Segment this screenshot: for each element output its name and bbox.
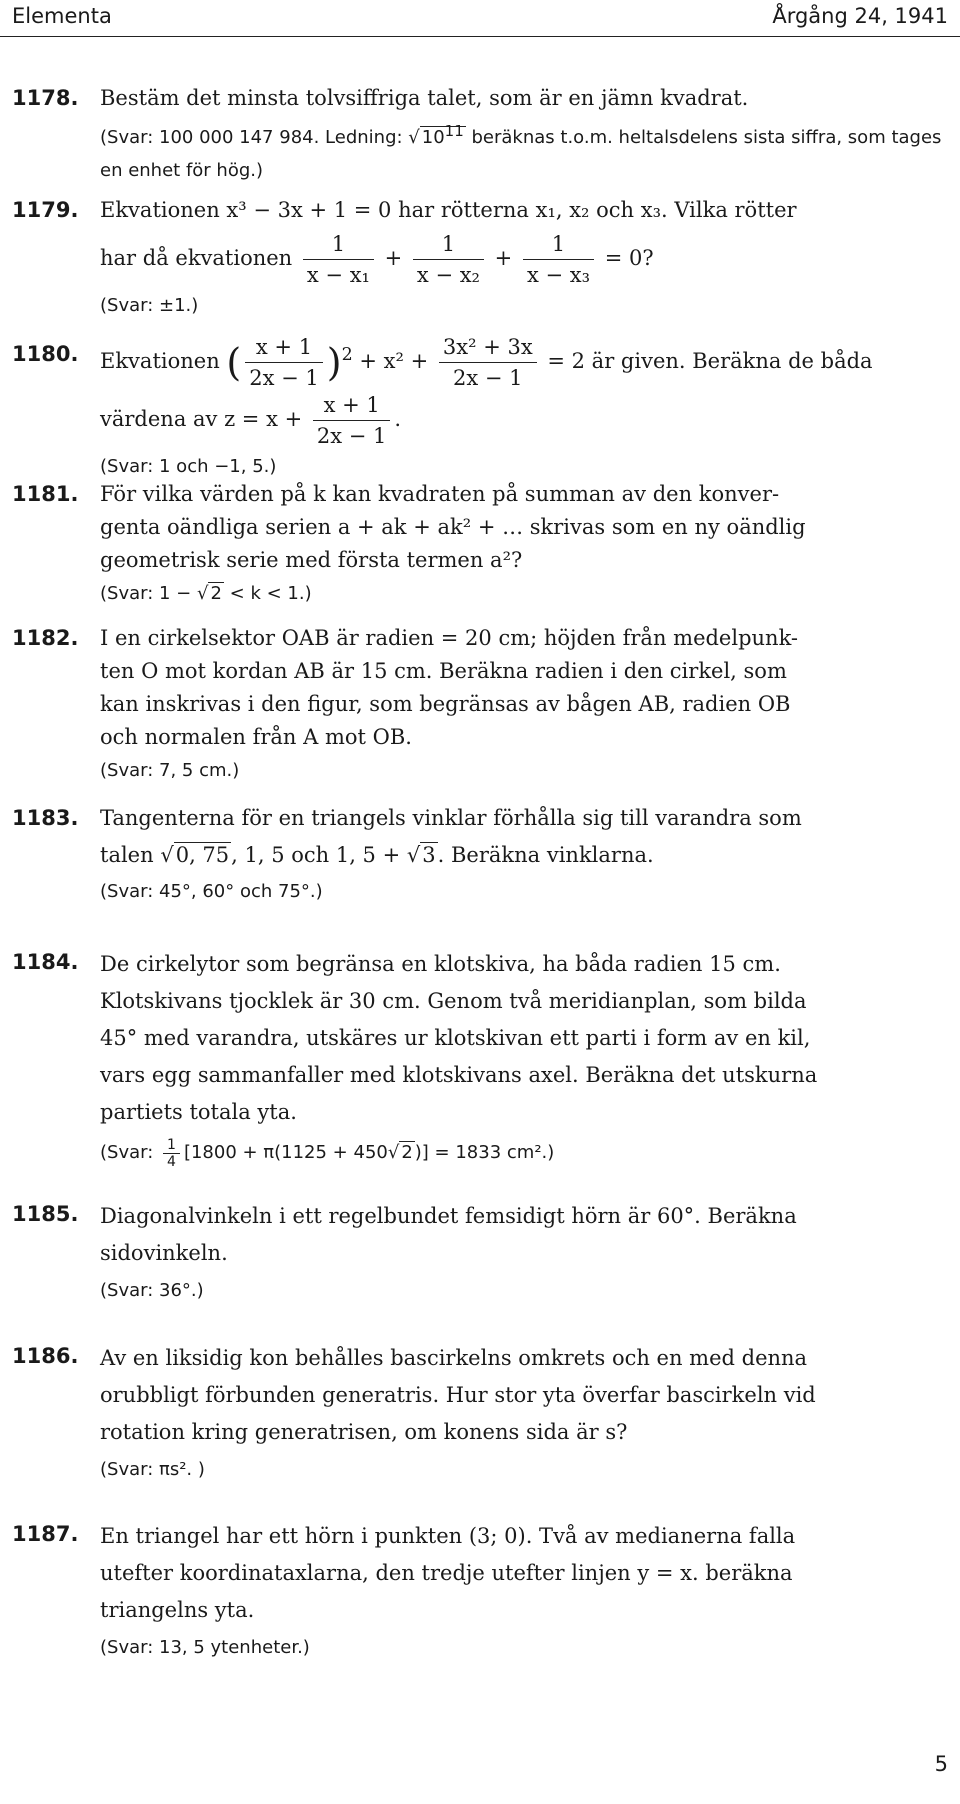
answer: (Svar: 13, 5 ytenheter.) — [100, 1637, 310, 1658]
problem-1180 — [12, 322, 948, 483]
answer: (Svar: 100 000 147 984. Ledning: √ $10^{11}$ beräknas t.o.m. heltalsdelens sista siffra, som tages en enhet för hög.) — [100, 122, 942, 181]
equation: Ekvationen ( $\frac{x + 1}{2x - 1}$ )$^2$ + x² + $\frac{\text{3x² + 3x}}{2x - 1}$ = 2 är given. Beräkna de båda — [100, 322, 948, 388]
problem-number: 1183. — [12, 806, 79, 830]
problem-number: 1187. — [12, 1522, 79, 1546]
fraction: $\frac{1}{\text{x − x₁}}$ — [303, 229, 374, 290]
answer: (Svar: ±1.) — [100, 295, 199, 316]
answer: (Svar: 1 − √ 2 < k < 1.) — [100, 583, 312, 604]
answer: (Svar: 36°.) — [100, 1280, 204, 1301]
equation: har då ekvationen $\frac{1}{\text{x − x₁}}$ + $\frac{1}{\text{x − x₂}}$ + $\frac{1}{\text{x − x₃}}$ = 0? — [100, 227, 948, 289]
equation: värdena av z = x + $\frac{x + 1}{2x - 1}$ . — [100, 388, 948, 450]
fraction: $\frac{1}{\text{x − x₃}}$ — [523, 229, 594, 290]
problem-1181: 1181. För vilka värden på k kan kvadraten på summan av den konver- genta oändliga serien a + ak + ak² + … skrivas som en ny oändlig geometrisk serie med första termen a²? (Svar: 1 − √ 2 < k < 1.) — [12, 478, 948, 610]
problem-number: 1180. — [12, 342, 79, 366]
problem-number: 1179. — [12, 198, 79, 222]
answer: (Svar: 45°, 60° och 75°.) — [100, 881, 323, 902]
problem-1187: 1187. En triangel har ett hörn i punkten (3; 0). Två av medianerna falla utefter koordinataxlarna, den tredje utefter linjen y = x. beräkna triangelns yta. (Svar: 13, 5 ytenheter.) — [12, 1518, 948, 1666]
journal-name: Elementa — [12, 4, 112, 28]
volume-info: Årgång 24, 1941 — [772, 4, 948, 28]
problem-number: 1184. — [12, 950, 79, 974]
fraction: $\frac{x + 1}{2x - 1}$ — [313, 390, 391, 451]
problem-number: 1185. — [12, 1202, 79, 1226]
problem-text: Bestäm det minsta tolvsiffriga talet, som är en jämn kvadrat. — [100, 86, 749, 110]
fraction: $\frac{1}{\text{x − x₂}}$ — [413, 229, 484, 290]
answer: (Svar: πs². ) — [100, 1459, 205, 1480]
problem-1183: 1183. Tangenterna för en triangels vinklar förhålla sig till varandra som talen √0, 75, 1, 5 och 1, 5 + √3. Beräkna vinklarna. (Svar: 45°, 60° och 75°.) — [12, 802, 948, 908]
fraction: $\frac{\text{3x² + 3x}}{2x - 1}$ — [439, 332, 537, 393]
problem-1178 — [12, 82, 948, 187]
problem-number: 1178. — [12, 86, 79, 110]
answer: (Svar: 7, 5 cm.) — [100, 760, 240, 781]
header-rule — [0, 36, 960, 37]
problem-1184: 1184. De cirkelytor som begränsa en klotskiva, ha båda radien 15 cm. Klotskivans tjocklek är 30 cm. Genom två meridianplan, som bilda 45° med varandra, utskäres ur klotskivan ett parti i form av en kil, vars egg sammanfaller med klotskivans axel. Beräkna det utskurna partiets totala yta. (Svar: $\frac{1}{4}$ [1800 + π(1125 + 450√ 2 )] = 1833 cm².) — [12, 946, 948, 1175]
problem-1179 — [12, 194, 948, 322]
fraction: $\frac{x + 1}{2x - 1}$ — [245, 332, 323, 393]
problem-number: 1182. — [12, 626, 79, 650]
problem-text: Ekvationen x³ − 3x + 1 = 0 har rötterna x₁, x₂ och x₃. Vilka rötter — [100, 198, 797, 222]
answer: (Svar: $\frac{1}{4}$ [1800 + π(1125 + 450√ 2 )] = 1833 cm².) — [100, 1136, 555, 1170]
problem-1185: 1185. Diagonalvinkeln i ett regelbundet femsidigt hörn är 60°. Beräkna sidovinkeln. (Svar: 36°.) — [12, 1198, 948, 1309]
answer: (Svar: 1 och −1, 5.) — [100, 456, 277, 477]
running-header — [0, 4, 960, 44]
problem-1186: 1186. Av en liksidig kon behålles bascirkelns omkrets och en med denna orubbligt förbunden generatris. Hur stor yta överfar bascirkeln vid rotation kring generatrisen, om konens sida är s? (Svar: πs². ) — [12, 1340, 948, 1488]
problem-number: 1186. — [12, 1344, 79, 1368]
problem-1182: 1182. I en cirkelsektor OAB är radien = 20 cm; höjden från medelpunk- ten O mot kordan AB är 15 cm. Beräkna radien i den cirkel, som kan inskrivas i den figur, som begränsas av bågen AB, radien OB och normalen från A mot OB. (Svar: 7, 5 cm.) — [12, 622, 948, 787]
problem-number: 1181. — [12, 482, 79, 506]
page-number: 5 — [934, 1752, 948, 1776]
